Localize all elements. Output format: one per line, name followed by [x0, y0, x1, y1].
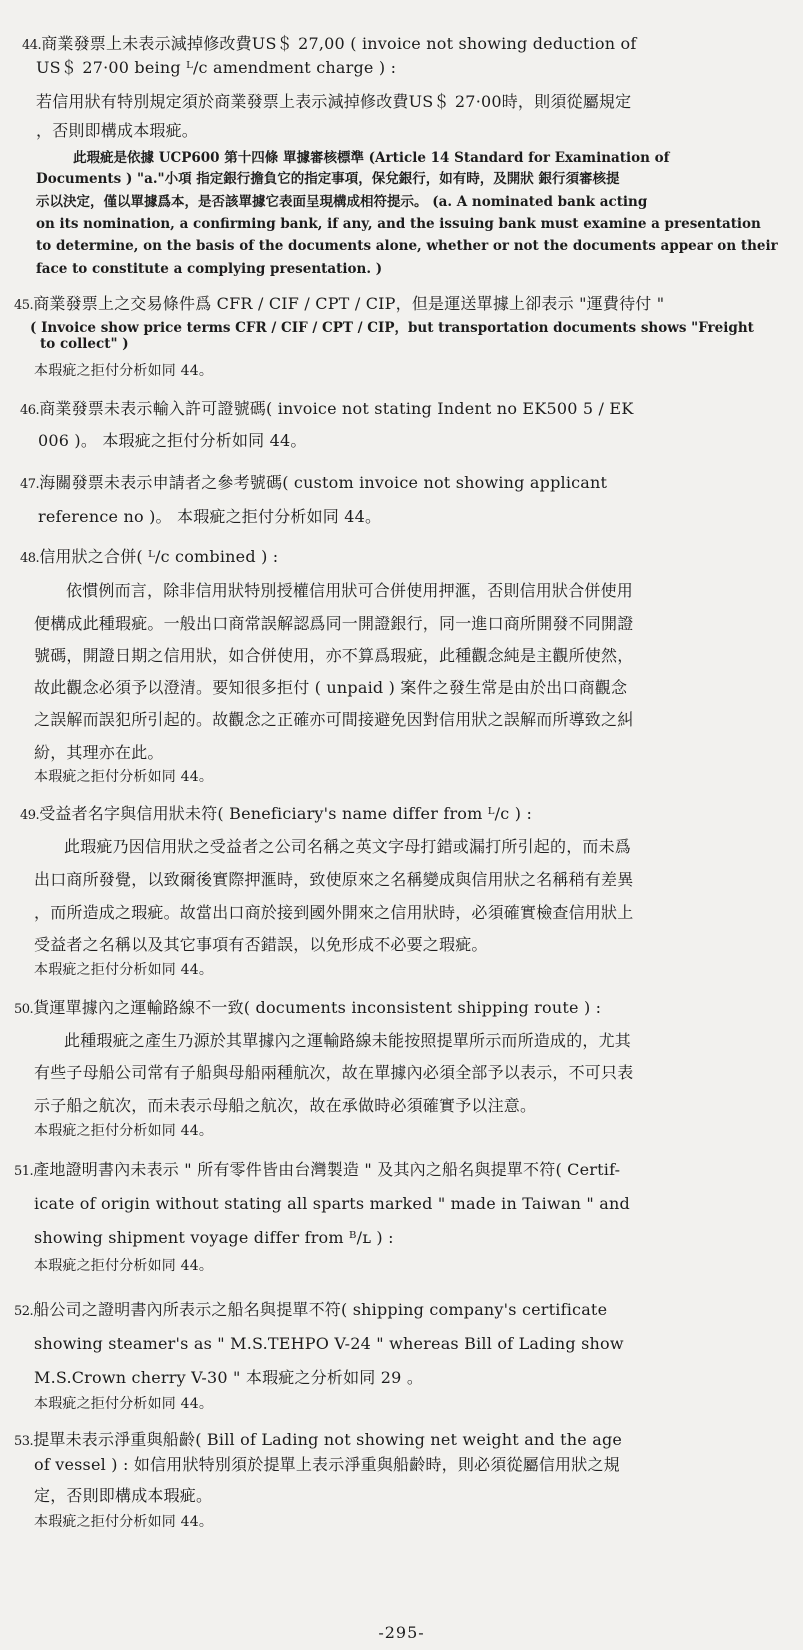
item-53-line-4: 本瑕疵之拒付分析如同 44。 [34, 1514, 214, 1530]
item-45-line-4: 本瑕疵之拒付分析如同 44。 [34, 363, 214, 379]
item-47-number: 47. [20, 477, 40, 492]
item-49-line-1: 49.受益者名字與信用狀未符( Beneficiary's name differ from ᴸ/c ) : [20, 804, 533, 823]
item-48-line-6: 之誤解而誤犯所引起的。故觀念之正確亦可間接避免因對信用狀之誤解而所導致之糾 [34, 710, 634, 729]
item-45-number: 45. [14, 298, 34, 313]
item-44-line-2: US＄ 27·00 being ᴸ/c amendment charge ) : [36, 58, 397, 77]
item-44-note-line-5: to determine, on the basis of the documents alone, whether or not the documents appear on their [36, 238, 778, 254]
item-45-line-1: 45.商業發票上之交易條件爲 CFR / CIF / CPT / CIP，但是運送單據上卻表示 "運費待付 " [14, 294, 665, 313]
item-45-line-3: to collect" ) [40, 336, 129, 352]
item-50-line-4: 示子船之航次，而未表示母船之航次，故在承做時必須確實予以注意。 [34, 1096, 537, 1115]
item-48-line-3: 便構成此種瑕疵。一般出口商常誤解認爲同一開證銀行，同一進口商所開發不同開證 [34, 614, 634, 633]
item-46-number: 46. [20, 403, 40, 418]
item-44-note-line-2: Documents ) "a."小項 指定銀行擔負它的指定事項，保兌銀行，如有時，及開狀 銀行須審核提 [36, 171, 620, 187]
item-52-line-1: 52.船公司之證明書內所表示之船名與提單不符( shipping company's certificate [14, 1300, 608, 1319]
item-51-line-2: icate of origin without stating all sparts marked " made in Taiwan " and [34, 1194, 630, 1213]
item-48-line-1: 48.信用狀之合併( ᴸ/c combined ) : [20, 547, 279, 566]
item-52-line-4: 本瑕疵之拒付分析如同 44。 [34, 1396, 214, 1412]
item-49-number: 49. [20, 808, 40, 823]
item-50-line-2: 此種瑕疵之產生乃源於其單據內之運輸路線未能按照提單所示而所造成的，尤其 [64, 1031, 632, 1050]
item-46-line-1: 46.商業發票未表示輸入許可證號碼( invoice not stating Indent no EK500 5 / EK [20, 399, 634, 418]
item-48-line-7: 紛，其理亦在此。 [34, 743, 164, 762]
item-48-number: 48. [20, 551, 40, 566]
item-48-line-4: 號碼，開證日期之信用狀，如合併使用，亦不算爲瑕疵，此種觀念純是主觀所使然， [34, 646, 634, 665]
item-49-line-2: 此瑕疵乃因信用狀之受益者之公司名稱之英文字母打錯或漏打所引起的，而未爲 [64, 837, 632, 856]
item-50-number: 50. [14, 1002, 34, 1017]
item-44-note-line-6: face to constitute a complying presentation. ) [36, 261, 383, 277]
item-50-line-5: 本瑕疵之拒付分析如同 44。 [34, 1123, 214, 1139]
item-45-line-2: ( Invoice show price terms CFR / CIF / CPT / CIP，but transportation documents shows "Freight [30, 320, 754, 336]
item-44-note-line-3: 示以決定，僅以單據爲本，是否該單據它表面呈現構成相符提示。 (a. A nominated bank acting [36, 194, 648, 210]
item-44-note-line-4: on its nomination, a confirming bank, if any, and the issuing bank must examine a presentation [36, 216, 761, 232]
item-51-line-4: 本瑕疵之拒付分析如同 44。 [34, 1258, 214, 1274]
item-49-line-4: ，而所造成之瑕疵。故當出口商於接到國外開來之信用狀時，必須確實檢查信用狀上 [34, 903, 634, 922]
item-48-line-5: 故此觀念必須予以澄清。要知很多拒付 ( unpaid ) 案件之發生常是由於出口商觀念 [34, 678, 628, 697]
item-52-line-2: showing steamer's as " M.S.TEHPO V-24 " whereas Bill of Lading show [34, 1334, 624, 1353]
item-51-number: 51. [14, 1164, 34, 1179]
item-49-line-6: 本瑕疵之拒付分析如同 44。 [34, 962, 214, 978]
item-53-line-2: of vessel ) : 如信用狀特別須於提單上表示淨重與船齡時，則必須從屬信用狀之規 [34, 1455, 620, 1474]
item-53-line-3: 定，否則即構成本瑕疵。 [34, 1486, 213, 1505]
item-44-number: 44. [22, 38, 42, 53]
item-44-line-3: 若信用狀有特別規定須於商業發票上表示減掉修改費US＄ 27·00時，則須從屬規定 [36, 92, 632, 111]
item-51-line-3: showing shipment voyage differ from ᴮ/ʟ ) : [34, 1228, 394, 1247]
item-50-line-1: 50.貨運單據內之運輸路線不一致( documents inconsistent shipping route ) : [14, 998, 602, 1017]
item-53-line-1: 53.提單未表示淨重與船齡( Bill of Lading not showing net weight and the age [14, 1430, 623, 1449]
item-53-number: 53. [14, 1434, 34, 1449]
item-49-line-3: 出口商所發覺，以致爾後實際押滙時，致使原來之名稱變成與信用狀之名稱稍有差異 [34, 870, 634, 889]
page-number: -295- [378, 1623, 425, 1642]
item-47-line-1: 47.海關發票未表示申請者之參考號碼( custom invoice not showing applicant [20, 473, 608, 492]
item-48-line-8: 本瑕疵之拒付分析如同 44。 [34, 769, 214, 785]
item-44-line-4: ，否則即構成本瑕疵。 [36, 121, 199, 140]
item-44-note-line-1: 此瑕疵是依據 UCP600 第十四條 單據審核標準 (Article 14 Standard for Examination of [73, 150, 670, 166]
item-49-line-5: 受益者之名稱以及其它事項有否錯誤，以免形成不必要之瑕疵。 [34, 935, 488, 954]
item-47-line-2: reference no )。 本瑕疵之拒付分析如同 44。 [38, 507, 382, 526]
item-44-line-1: 44.商業發票上未表示減掉修改費US＄ 27,00 ( invoice not showing deduction of [22, 34, 637, 53]
item-52-line-3: M.S.Crown cherry V-30 " 本瑕疵之分析如同 29 。 [34, 1368, 424, 1387]
item-50-line-3: 有些子母船公司常有子船與母船兩種航次，故在單據內必須全部予以表示，不可只表 [34, 1063, 634, 1082]
item-48-line-2: 依慣例而言，除非信用狀特別授權信用狀可合併使用押滙，否則信用狀合併使用 [66, 581, 634, 600]
item-52-number: 52. [14, 1304, 34, 1319]
item-46-line-2: 006 )。 本瑕疵之拒付分析如同 44。 [38, 431, 307, 450]
item-51-line-1: 51.產地證明書內未表示 " 所有零件皆由台灣製造 " 及其內之船名與提單不符( Certif- [14, 1160, 621, 1179]
